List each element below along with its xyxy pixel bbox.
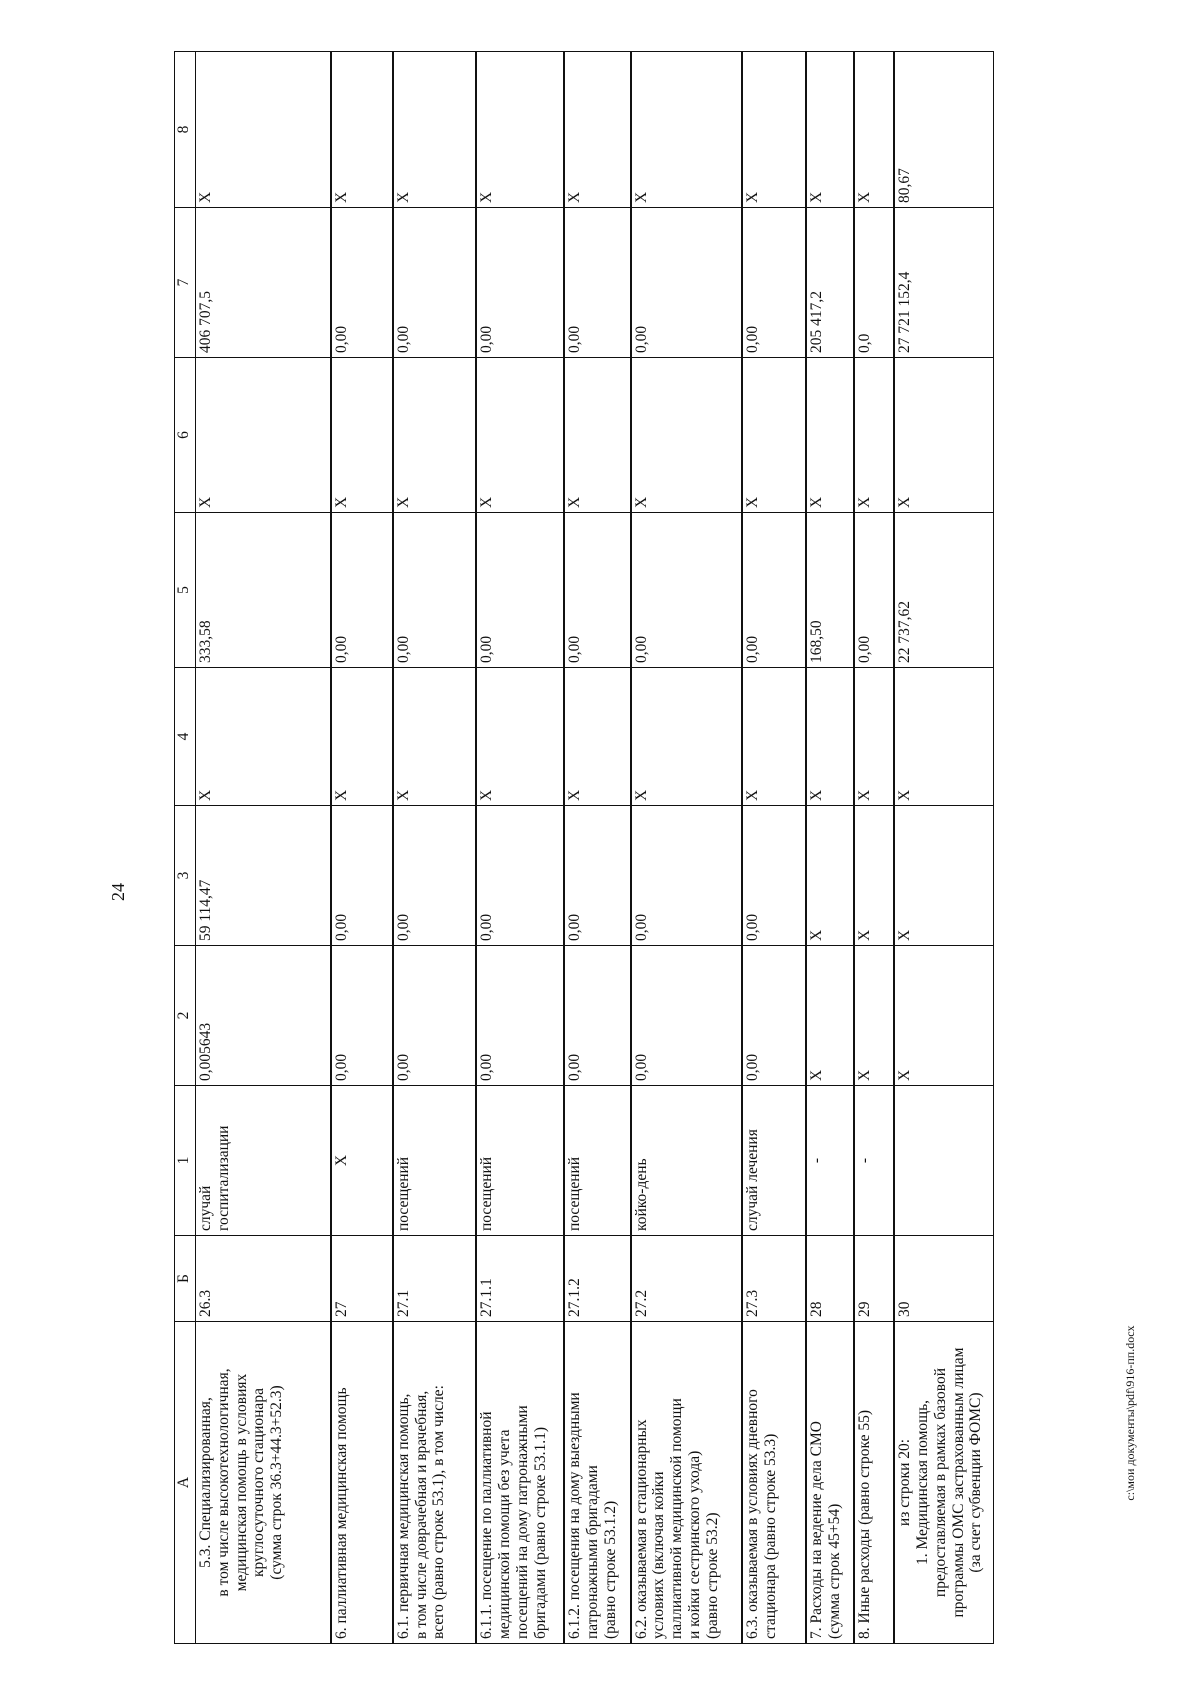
value-cell-c1: - xyxy=(806,1086,853,1236)
value-cell-c8: Х xyxy=(196,52,331,208)
row-name-cell: 6. паллиативная медицинская помощь xyxy=(331,1322,393,1644)
row-name-cell: 6.1.2. посещения на дому выездными патронажными бригадами (равно строке 53.1.2) xyxy=(564,1322,630,1644)
value-cell-c4: Х xyxy=(564,668,630,806)
value-cell-c5: 0,00 xyxy=(742,513,806,668)
value-cell-c2: 0,00 xyxy=(331,946,393,1086)
column-header: 4 xyxy=(175,668,196,806)
value-cell-c3: 0,00 xyxy=(742,806,806,946)
row-name-cell: 5.3. Специализированная, в том числе высокотехнологичная, медицинская помощь в условиях круглосуточного стационара (сумма строк 36.3+44.3+52.3) xyxy=(196,1322,331,1644)
value-cell-c3: Х xyxy=(806,806,853,946)
table-row xyxy=(476,52,564,1644)
value-cell-c4: Х xyxy=(894,668,993,806)
column-header: 3 xyxy=(175,806,196,946)
row-code-cell: 27.1.1 xyxy=(476,1236,564,1322)
row-name-cell: 6.1.1. посещение по паллиативной медицинской помощи без учета посещений на дому патронажными бригадами (равно строке 53.1.1) xyxy=(476,1322,564,1644)
value-cell-c5: 168,50 xyxy=(806,513,853,668)
value-cell-c6: Х xyxy=(331,358,393,513)
row-code-cell: 27.2 xyxy=(631,1236,742,1322)
value-cell-c7: 0,00 xyxy=(331,208,393,358)
table-row xyxy=(196,52,331,1644)
value-cell-c6: Х xyxy=(742,358,806,513)
value-cell-c8: Х xyxy=(476,52,564,208)
value-cell-c2: 0,005643 xyxy=(196,946,331,1086)
row-name-cell: 7. Расходы на ведение дела СМО (сумма строк 45+54) xyxy=(806,1322,853,1644)
value-cell-c6: Х xyxy=(806,358,853,513)
footer-file-path: c:\мои документы\pdf\916-пп.docx xyxy=(1123,1325,1137,1501)
column-header: 2 xyxy=(175,946,196,1086)
row-code-cell: 26.3 xyxy=(196,1236,331,1322)
column-header: 5 xyxy=(175,513,196,668)
table-wrapper xyxy=(174,52,994,1644)
value-cell-c8: Х xyxy=(564,52,630,208)
value-cell-c8: 80,67 xyxy=(894,52,993,208)
value-cell-c6: Х xyxy=(196,358,331,513)
value-cell-c8: Х xyxy=(631,52,742,208)
value-cell-c8: Х xyxy=(331,52,393,208)
row-code-cell: 27.3 xyxy=(742,1236,806,1322)
value-cell-c1: посещений xyxy=(476,1086,564,1236)
header-row xyxy=(175,52,196,1644)
column-header: 7 xyxy=(175,208,196,358)
column-header: А xyxy=(175,1322,196,1644)
value-cell-c6: Х xyxy=(393,358,477,513)
table-row xyxy=(393,52,477,1644)
table-row xyxy=(894,52,993,1644)
value-cell-c1: посещений xyxy=(564,1086,630,1236)
value-cell-c5: 0,00 xyxy=(631,513,742,668)
value-cell-c1: - xyxy=(854,1086,895,1236)
row-code-cell: 27 xyxy=(331,1236,393,1322)
row-code-cell: 27.1.2 xyxy=(564,1236,630,1322)
value-cell-c7: 0,00 xyxy=(742,208,806,358)
value-cell-c5: 333,58 xyxy=(196,513,331,668)
value-cell-c4: Х xyxy=(742,668,806,806)
value-cell-c3: 59 114,47 xyxy=(196,806,331,946)
value-cell-c1: Х xyxy=(331,1086,393,1236)
table-body xyxy=(196,52,994,1644)
table-row xyxy=(806,52,853,1644)
row-code-cell: 29 xyxy=(854,1236,895,1322)
value-cell-c3: 0,00 xyxy=(393,806,477,946)
row-name-cell: 6.3. оказываемая в условиях дневного стационара (равно строке 53.3) xyxy=(742,1322,806,1644)
value-cell-c6: Х xyxy=(564,358,630,513)
row-code-cell: 28 xyxy=(806,1236,853,1322)
value-cell-c7: 406 707,5 xyxy=(196,208,331,358)
column-header: 1 xyxy=(175,1086,196,1236)
value-cell-c2: 0,00 xyxy=(393,946,477,1086)
value-cell-c4: Х xyxy=(196,668,331,806)
value-cell-c6: Х xyxy=(894,358,993,513)
column-header: 8 xyxy=(175,52,196,208)
value-cell-c7: 0,00 xyxy=(393,208,477,358)
value-cell-c3: Х xyxy=(894,806,993,946)
row-name-cell: 6.2. оказываемая в стационарных условиях (включая койки паллиативной медицинской помощи и койки сестринского ухода) (равно строке 53.2) xyxy=(631,1322,742,1644)
value-cell-c3: 0,00 xyxy=(631,806,742,946)
table-row xyxy=(854,52,895,1644)
value-cell-c4: Х xyxy=(393,668,477,806)
value-cell-c1: случай лечения xyxy=(742,1086,806,1236)
table-row xyxy=(742,52,806,1644)
financing-table xyxy=(174,51,994,1644)
value-cell-c7: 205 417,2 xyxy=(806,208,853,358)
value-cell-c4: Х xyxy=(331,668,393,806)
value-cell-c4: Х xyxy=(806,668,853,806)
value-cell-c2: Х xyxy=(806,946,853,1086)
value-cell-c8: Х xyxy=(742,52,806,208)
value-cell-c2: 0,00 xyxy=(742,946,806,1086)
value-cell-c2: 0,00 xyxy=(476,946,564,1086)
column-header: 6 xyxy=(175,358,196,513)
value-cell-c5: 22 737,62 xyxy=(894,513,993,668)
value-cell-c3: Х xyxy=(854,806,895,946)
value-cell-c8: Х xyxy=(393,52,477,208)
value-cell-c5: 0,00 xyxy=(331,513,393,668)
value-cell-c1: койко-день xyxy=(631,1086,742,1236)
table-row xyxy=(331,52,393,1644)
row-code-cell: 27.1 xyxy=(393,1236,477,1322)
value-cell-c5: 0,00 xyxy=(476,513,564,668)
value-cell-c4: Х xyxy=(631,668,742,806)
value-cell-c1 xyxy=(894,1086,993,1236)
value-cell-c7: 0,00 xyxy=(631,208,742,358)
value-cell-c4: Х xyxy=(476,668,564,806)
row-code-cell: 30 xyxy=(894,1236,993,1322)
value-cell-c6: Х xyxy=(476,358,564,513)
row-name-cell: 6.1. первичная медицинская помощь, в том числе доврачебная и врачебная, всего (равно строке 53.1), в том числе: xyxy=(393,1322,477,1644)
column-header: Б xyxy=(175,1236,196,1322)
value-cell-c2: Х xyxy=(854,946,895,1086)
value-cell-c8: Х xyxy=(806,52,853,208)
value-cell-c2: 0,00 xyxy=(631,946,742,1086)
value-cell-c3: 0,00 xyxy=(476,806,564,946)
value-cell-c3: 0,00 xyxy=(331,806,393,946)
value-cell-c7: 0,00 xyxy=(564,208,630,358)
table-row xyxy=(631,52,742,1644)
value-cell-c6: Х xyxy=(854,358,895,513)
value-cell-c7: 0,0 xyxy=(854,208,895,358)
value-cell-c1: посещений xyxy=(393,1086,477,1236)
value-cell-c3: 0,00 xyxy=(564,806,630,946)
page-number: 24 xyxy=(108,883,128,901)
value-cell-c5: 0,00 xyxy=(564,513,630,668)
value-cell-c6: Х xyxy=(631,358,742,513)
value-cell-c2: 0,00 xyxy=(564,946,630,1086)
row-name-cell: из строки 20: 1. Медицинская помощь, предоставляемая в рамках базовой программы ОМС застрахованным лицам (за счет субвенции ФОМС) xyxy=(894,1322,993,1644)
value-cell-c1: случай госпитализации xyxy=(196,1086,331,1236)
value-cell-c2: Х xyxy=(894,946,993,1086)
value-cell-c4: Х xyxy=(854,668,895,806)
value-cell-c7: 0,00 xyxy=(476,208,564,358)
row-name-cell: 8. Иные расходы (равно строке 55) xyxy=(854,1322,895,1644)
table-row xyxy=(564,52,630,1644)
value-cell-c8: Х xyxy=(854,52,895,208)
value-cell-c5: 0,00 xyxy=(393,513,477,668)
value-cell-c7: 27 721 152,4 xyxy=(894,208,993,358)
value-cell-c5: 0,00 xyxy=(854,513,895,668)
